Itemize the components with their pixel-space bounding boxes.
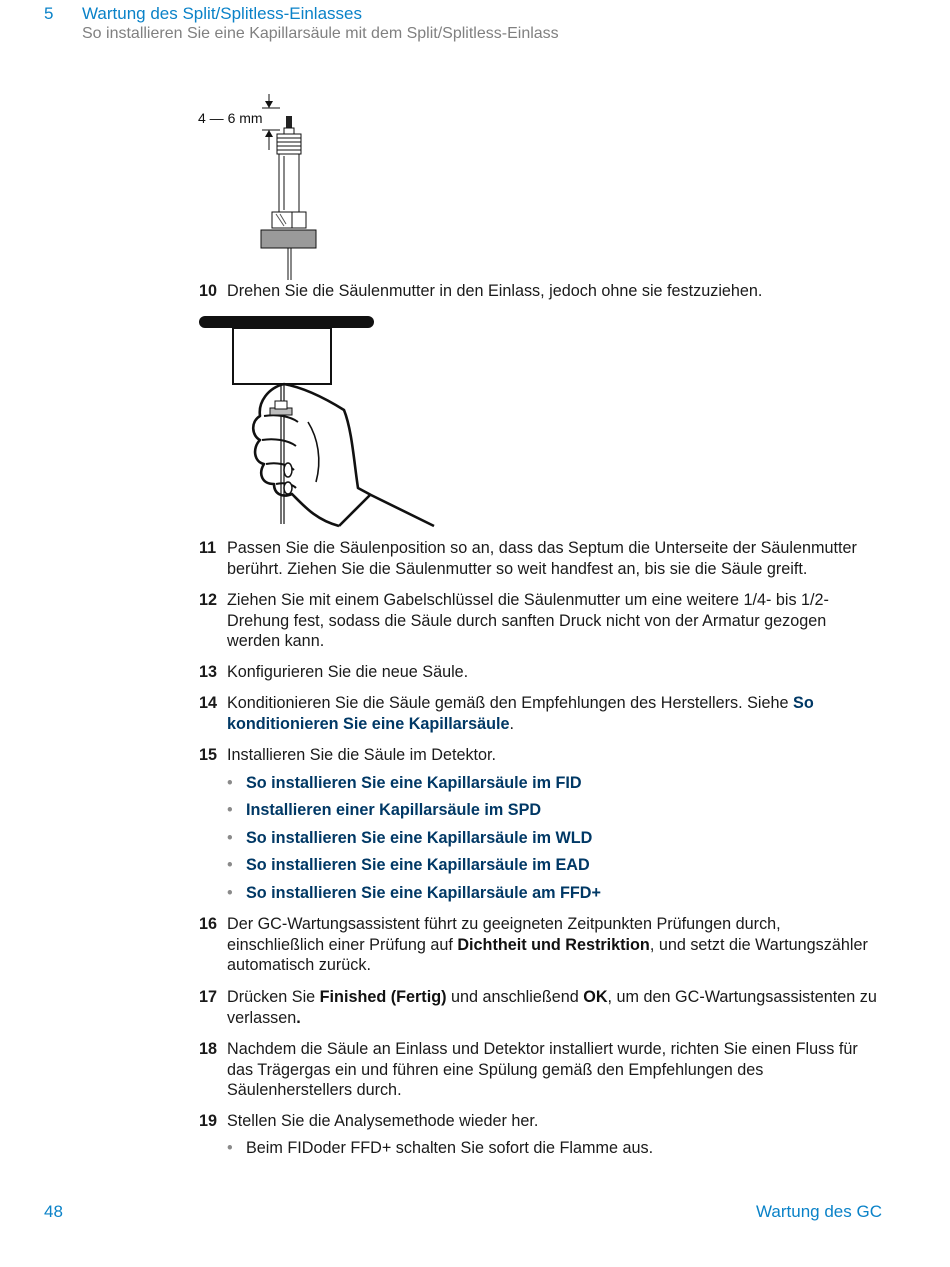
- period-bold: .: [296, 1008, 301, 1027]
- step-11: [199, 538, 879, 579]
- section-title: So installieren Sie eine Kapillarsäule mit dem Split/Splitless-Einlass: [82, 25, 559, 42]
- step-number: 18: [199, 1040, 218, 1058]
- step-17: [199, 987, 879, 1028]
- step-number: 13: [199, 663, 218, 681]
- step-text: Installieren Sie die Säule im Detektor.: [227, 746, 497, 764]
- flame-off-note: Beim FIDoder FFD+ schalten Sie sofort die Flamme aus.: [246, 1139, 654, 1157]
- step-text: Stellen Sie die Analysemethode wieder her.: [227, 1112, 539, 1130]
- hand-tightening-figure: [196, 312, 441, 530]
- step-text-part: Der GC-Wartungsassistent führt zu geeigneten Zeitpunkten Prüfungen durch, einschließlich einer Prüfung auf: [227, 915, 781, 954]
- step-text: Nachdem die Säule an Einlass und Detektor installiert wurde, richten Sie einen Fluss für das Trägergas ein und führen eine Spülung gemäß den Empfehlungen des Säulenherstellers durch.: [227, 1040, 858, 1100]
- step-number: 15: [199, 746, 218, 764]
- step-text-part: Drücken Sie: [227, 988, 320, 1006]
- link-ffd[interactable]: So installieren Sie eine Kapillarsäule am FFD+: [246, 884, 601, 902]
- step-text: [227, 914, 879, 976]
- page-number: 48: [44, 1202, 63, 1221]
- step-number: 16: [199, 915, 218, 933]
- step-10: [199, 281, 879, 302]
- bullet-item: [227, 1138, 653, 1158]
- step-number: 17: [199, 988, 218, 1006]
- step-text-part: und anschließend: [446, 988, 584, 1006]
- bullet-dot: •: [227, 801, 233, 819]
- link-ead[interactable]: So installieren Sie eine Kapillarsäule im EAD: [246, 856, 590, 874]
- step-text: [227, 987, 879, 1028]
- step-number: 12: [199, 591, 218, 609]
- finished-term: Finished (Fertig): [319, 988, 447, 1006]
- ok-term: OK: [583, 988, 608, 1006]
- step-text-part: Konditionieren Sie die Säule gemäß den Empfehlungen des Herstellers. Siehe: [227, 694, 794, 712]
- step-text: [227, 693, 879, 734]
- step-text: Passen Sie die Säulenposition so an, dass das Septum die Unterseite der Säulenmutter berührt. Ziehen Sie die Säulenmutter so weit handfest an, bis sie die Säule greift.: [227, 539, 857, 578]
- bullet-dot: •: [227, 774, 233, 792]
- step-16: [199, 914, 879, 976]
- bullet-item: [227, 800, 541, 820]
- link-spd[interactable]: Installieren einer Kapillarsäule im SPD: [246, 801, 542, 819]
- column-nut-figure: [196, 90, 336, 282]
- step-number: 14: [199, 694, 218, 712]
- step-13: [199, 662, 879, 683]
- conditioning-link[interactable]: So konditionieren Sie eine Kapillarsäule: [227, 694, 814, 733]
- step-number: 19: [199, 1112, 218, 1130]
- bullet-item: [227, 883, 601, 903]
- step-text: Drehen Sie die Säulenmutter in den Einlass, jedoch ohne sie festzuziehen.: [227, 282, 763, 300]
- link-fid[interactable]: So installieren Sie eine Kapillarsäule im FID: [246, 774, 582, 792]
- link-wld[interactable]: So installieren Sie eine Kapillarsäule im WLD: [246, 829, 593, 847]
- bullet-dot: •: [227, 884, 233, 902]
- chapter-number: 5: [44, 4, 54, 23]
- bullet-item: [227, 855, 590, 875]
- chapter-title: Wartung des Split/Splitless-Einlasses: [82, 4, 362, 23]
- step-text-part: , und setzt die Wartungszähler automatisch zurück.: [227, 935, 868, 975]
- bullet-dot: •: [227, 856, 233, 874]
- step-number: 10: [199, 282, 218, 300]
- bullet-dot: •: [227, 829, 233, 847]
- measure-label: 4 — 6 mm: [198, 110, 263, 126]
- bullet-dot: •: [227, 1139, 233, 1157]
- step-number: 11: [199, 539, 217, 557]
- step-18: [199, 1039, 879, 1101]
- step-15: [199, 745, 879, 766]
- leak-test-term: Dichtheit und Restriktion: [457, 935, 650, 954]
- step-text-part: .: [509, 714, 514, 733]
- step-text: Konfigurieren Sie die neue Säule.: [227, 663, 469, 681]
- step-text: Ziehen Sie mit einem Gabelschlüssel die Säulenmutter um eine weitere 1/4- bis 1/2-Drehung fest, sodass die Säule durch sanften Druck nicht von der Armatur gezogen werden kann.: [227, 591, 829, 651]
- step-12: [199, 590, 879, 652]
- step-14: [199, 693, 879, 734]
- step-text-part: , um den GC-Wartungsassistenten zu verlassen: [227, 988, 877, 1027]
- bullet-item: [227, 828, 592, 848]
- bullet-item: [227, 773, 582, 793]
- step-19: [199, 1111, 879, 1132]
- footer-title: Wartung des GC: [756, 1202, 882, 1221]
